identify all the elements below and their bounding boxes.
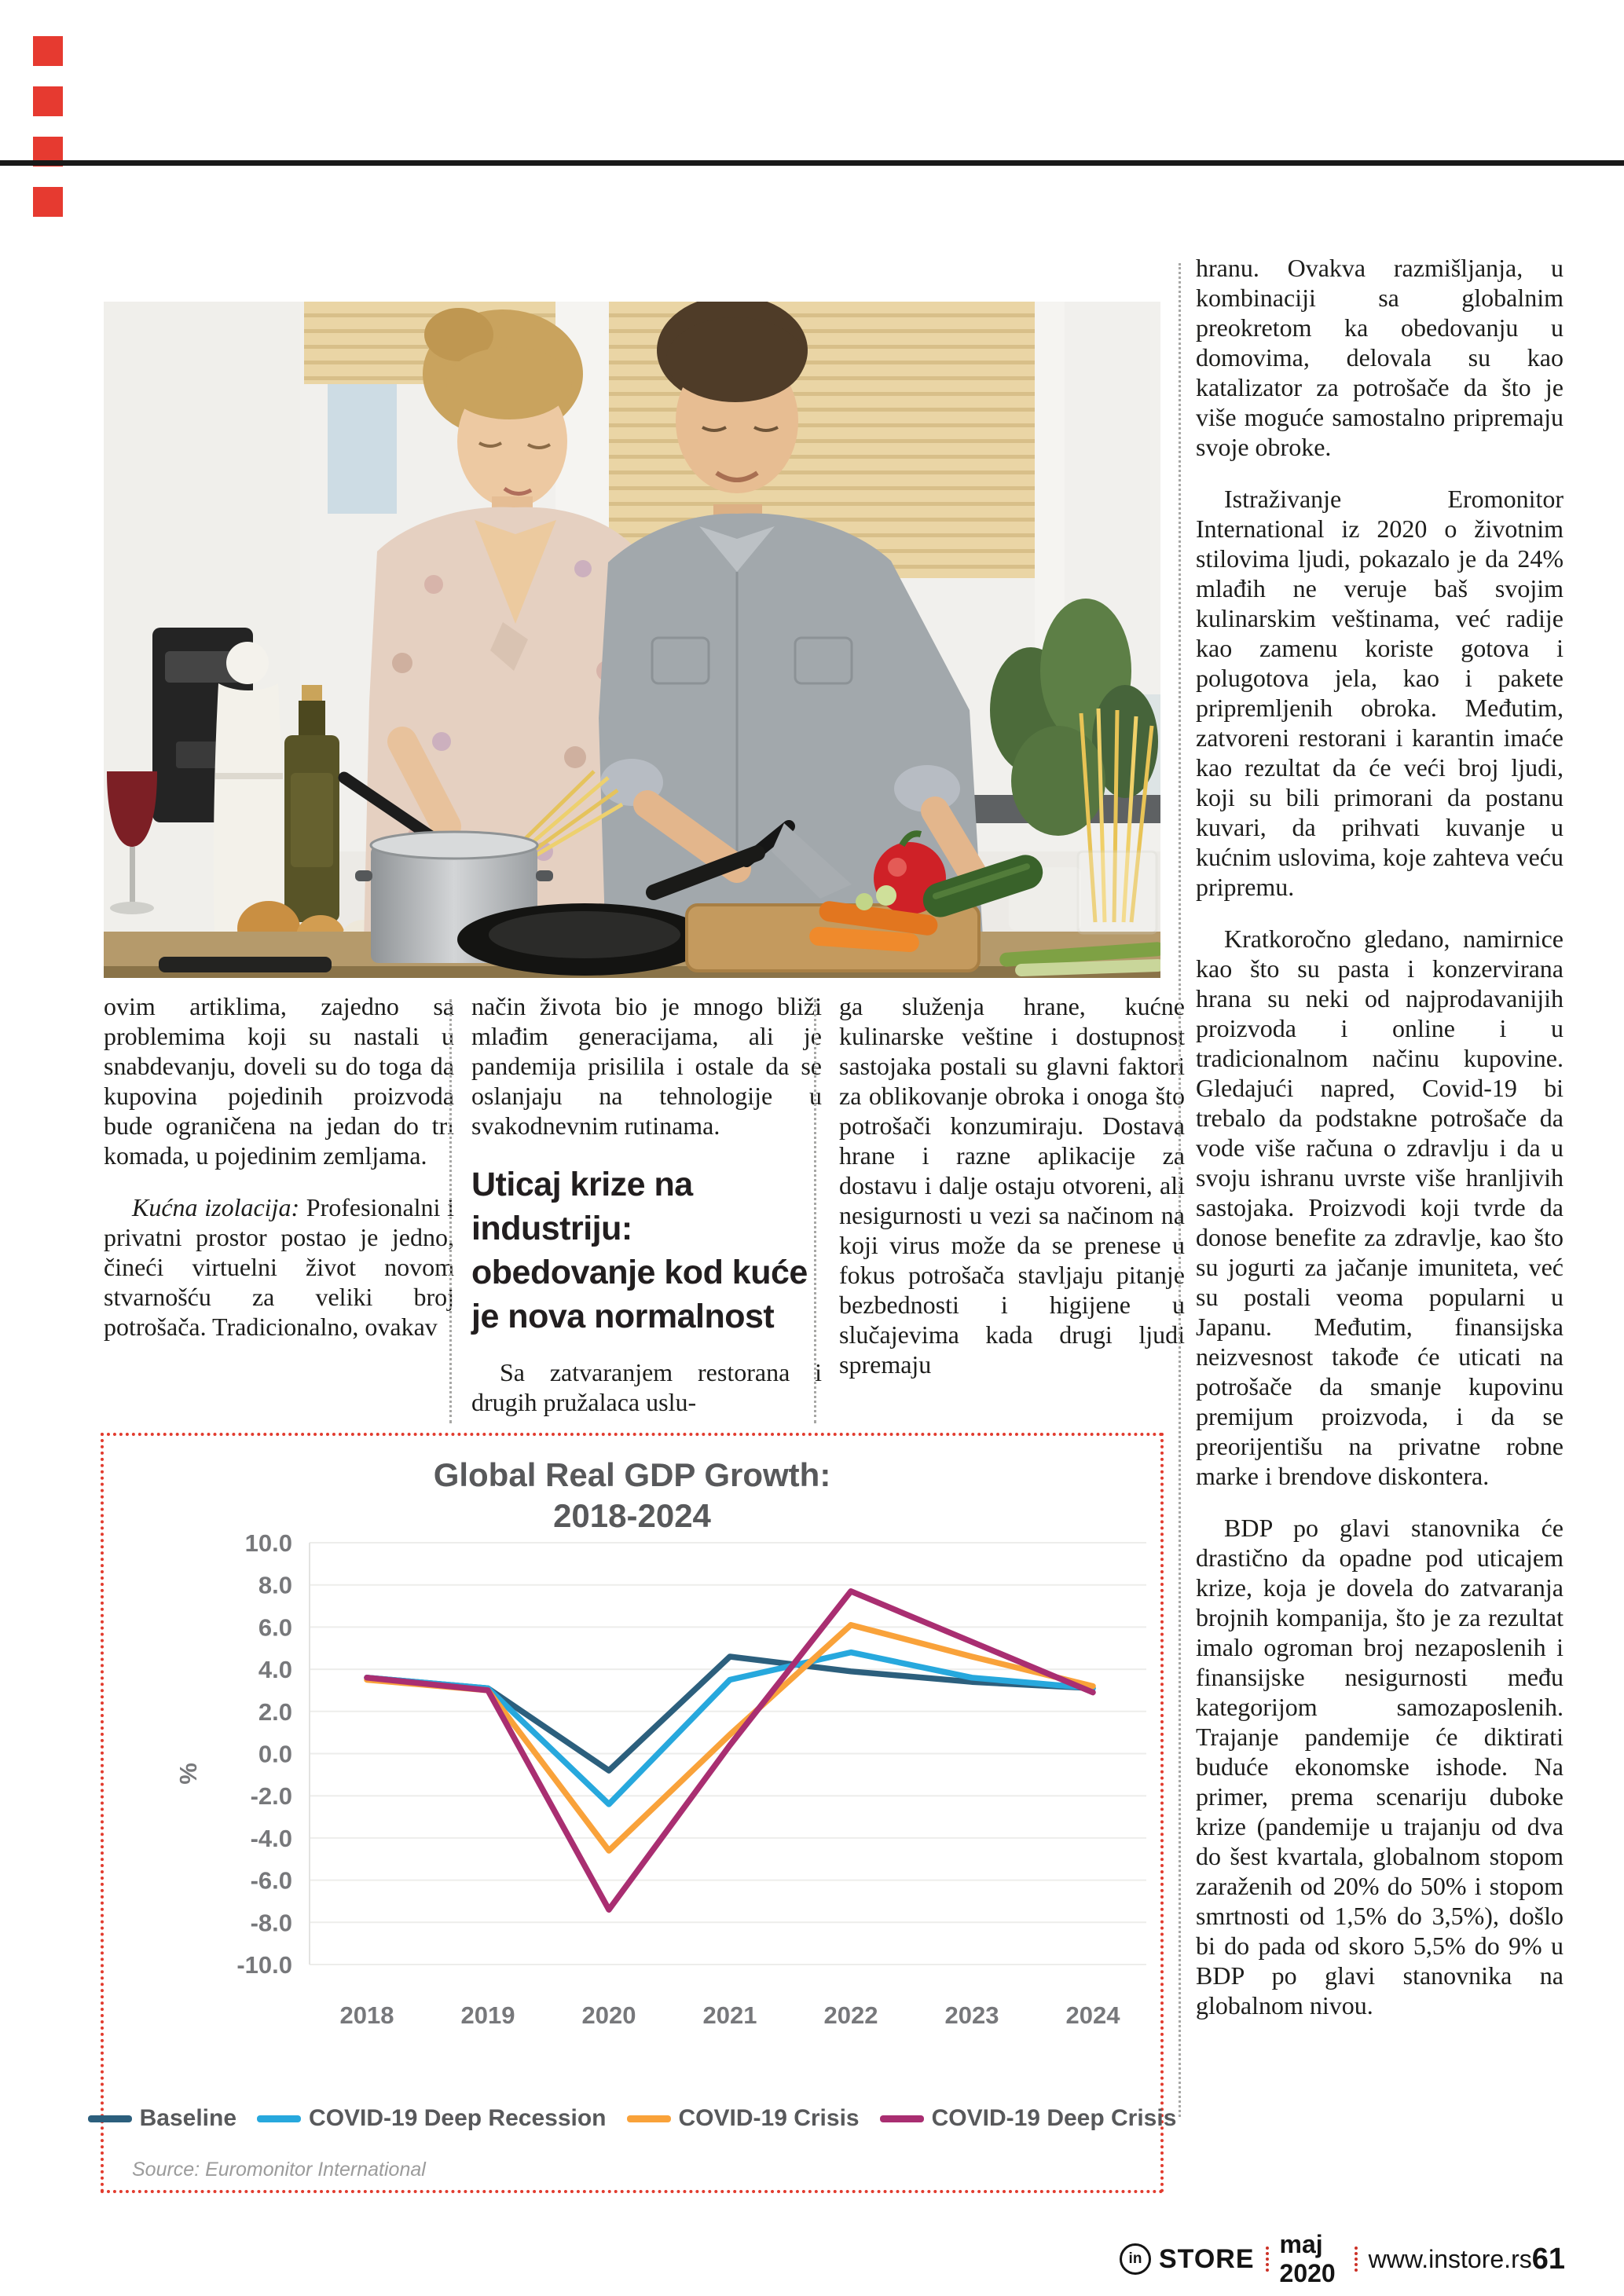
svg-text:-10.0: -10.0 — [236, 1951, 292, 1979]
kitchen-photo-illustration — [104, 302, 1160, 978]
gdp-chart — [101, 1433, 1177, 2193]
column-separator — [1179, 263, 1181, 2117]
footer-separator — [1266, 2247, 1269, 2272]
svg-text:8.0: 8.0 — [258, 1571, 292, 1599]
footer-brand: STORE — [1159, 2243, 1255, 2274]
instore-logo-icon: in — [1120, 2243, 1151, 2275]
footer-date: maj 2020 — [1279, 2230, 1336, 2287]
chart-legend — [104, 2105, 1177, 2132]
chart-title-line2: 2018-2024 — [553, 1497, 711, 1534]
svg-text:2018: 2018 — [339, 2001, 394, 2029]
paragraph: BDP po glavi stanovnika će drastično da opadne pod uticajem krize, koja je dovela do zatvaranja brojnih kompanija, što je za rezultat imalo ogroman broj nezaposlenih i finansijske nesigurnosti među kategorijom samozaposlenih. Trajanje pandemije će diktirati buduće ekonomske ishode. Na primer, prema scenariju duboke krize (pandemije u trajanju od dva do šest kvartala, globalnom stopom zaraženih od 20% do 50% i stopom smrtnosti od 1,5% do 3,5%), došlo bi do pada od skoro 5,5% do 9% u BDP po glavi stanovnika na globalnom nivou. — [1196, 1514, 1564, 2020]
top-rule — [0, 160, 1624, 166]
kitchen-photo — [104, 302, 1160, 978]
gdp-chart-plot — [104, 1436, 1160, 2196]
svg-text:10.0: 10.0 — [244, 1529, 292, 1557]
chart-source: Source: Euromonitor International — [132, 2159, 426, 2181]
print-mark — [33, 86, 63, 116]
column-3 — [839, 991, 1185, 1401]
column-right — [1196, 253, 1564, 2042]
column-separator — [449, 999, 452, 1423]
legend-swatch — [88, 2115, 132, 2122]
paragraph: Istraživanje Eromonitor International iz 2020 o životnim stilovima ljudi, pokazalo je da 24% mlađih ne veruje baš svojim kulinarskim veštinama, već radije kao zamenu koriste gotova i polugotova jela, kao i pakete pripremljenih obroka. Međutim, zatvoreni restorani i karantin imaće kao rezultat da će veći broj ljudi, koji su bili primorani da postanu kuvari, da prihvati kuvanje u kućnim uslovima, koje zahteva veću pripremu. — [1196, 485, 1564, 901]
legend-item — [880, 2105, 1177, 2132]
svg-text:-2.0: -2.0 — [250, 1782, 292, 1811]
paragraph: način života bio je mnogo bliži mlađim generacijama, ali je pandemija prisilila i ostale da se oslanjaju na tehnologije u svakodnevnim rutinama. — [471, 992, 822, 1140]
legend-label: COVID-19 Deep Recession — [309, 2105, 607, 2131]
page-number: 61 — [1531, 2242, 1565, 2276]
mat — [159, 957, 332, 972]
legend-item — [627, 2105, 860, 2132]
print-mark — [33, 36, 63, 66]
footer-separator — [1355, 2247, 1358, 2272]
svg-text:%: % — [174, 1763, 202, 1785]
legend-item — [88, 2105, 236, 2132]
svg-text:-4.0: -4.0 — [250, 1824, 292, 1852]
legend-item — [257, 2105, 606, 2132]
svg-text:2021: 2021 — [702, 2001, 757, 2029]
chart-title-line1: Global Real GDP Growth: — [433, 1456, 831, 1493]
section-heading: Uticaj krize na industriju: obedovanje kod kuće je nova normalnost — [471, 1166, 808, 1335]
footer-website-link[interactable]: www.instore.rs — [1368, 2244, 1532, 2273]
page-footer — [1120, 2230, 1565, 2287]
svg-text:-6.0: -6.0 — [250, 1866, 292, 1895]
svg-text:2.0: 2.0 — [258, 1697, 292, 1726]
column-1 — [104, 991, 454, 1364]
print-mark — [33, 187, 63, 217]
column-2 — [471, 991, 822, 1439]
legend-swatch — [257, 2115, 301, 2122]
legend-swatch — [627, 2115, 671, 2122]
legend-swatch — [880, 2115, 924, 2122]
paragraph-text: Profesionalni i privatni prostor postao je jedno, čineći virtuelni život novom stvarnošću za veliki broj potrošača. Tradicionalno, ovakav — [104, 1193, 455, 1341]
legend-label: Baseline — [139, 2105, 237, 2131]
paragraph — [104, 1192, 454, 1342]
svg-text:-8.0: -8.0 — [250, 1909, 292, 1937]
paragraph: Kratkoročno gledano, namirnice kao što su pasta i konzervirana hrana su neki od najprodavanijih proizvoda i online i u tradicionalnom načinu kupovine. Gledajući napred, Covid-19 bi trebalo da podstakne potrošače da vode više računa o zdravlju i da u svoju ishranu uvrste više hranljivih sastojaka. Proizvodi koji tvrde da donose benefite za zdravlje, kao što su jogurti za jačanje imuniteta, već su postali veoma popularni u Japanu. Međutim, finansijska neizvesnost takođe će uticati na potrošače da smanje kupovinu premijum proizvoda, i da se preorijentišu na privatne robne marke i brendove diskontera. — [1196, 925, 1564, 1490]
svg-text:2024: 2024 — [1065, 2001, 1120, 2029]
svg-text:2019: 2019 — [460, 2001, 515, 2029]
svg-text:2022: 2022 — [823, 2001, 878, 2029]
svg-text:4.0: 4.0 — [258, 1656, 292, 1684]
column-separator — [814, 999, 816, 1423]
legend-label: COVID-19 Crisis — [678, 2105, 860, 2131]
svg-text:2023: 2023 — [944, 2001, 999, 2029]
paragraph: hranu. Ovakva razmišljanja, u kombinaciji sa globalnim preokretom ka obedovanju u domovima, delovala su kao katalizator za potrošače da što je više moguće samostalno pripremaju svoje obroke. — [1196, 254, 1564, 461]
paragraph: ovim artiklima, zajedno sa problemima koji su nastali u snabdevanju, doveli su do toga da kupovina pojedinih proizvoda bude ograničena na jedan do tri komada, u pojedinim zemljama. — [104, 992, 454, 1170]
paragraph: ga služenja hrane, kućne kulinarske veštine i dostupnost sastojaka postali su glavni faktori za oblikovanje obroka i onoga što potrošači konzumiraju. Dostava hrane i razne aplikacije za dostavu i dalje ostaju otvoreni, ali nesigurnosti u vezi sa načinom na koji virus može da se prenese u fokus potrošača stavljaju pitanje bezbednosti i higijene u slučajevima kada drugi ljudi spremaju — [839, 992, 1185, 1379]
svg-text:2020: 2020 — [581, 2001, 636, 2029]
svg-text:6.0: 6.0 — [258, 1613, 292, 1642]
legend-label: COVID-19 Deep Crisis — [931, 2105, 1177, 2131]
paragraph: Sa zatvaranjem restorana i drugih pružalaca uslu- — [471, 1358, 822, 1416]
paragraph-lead: Kućna izolacija: — [132, 1193, 300, 1221]
svg-text:0.0: 0.0 — [258, 1740, 292, 1768]
